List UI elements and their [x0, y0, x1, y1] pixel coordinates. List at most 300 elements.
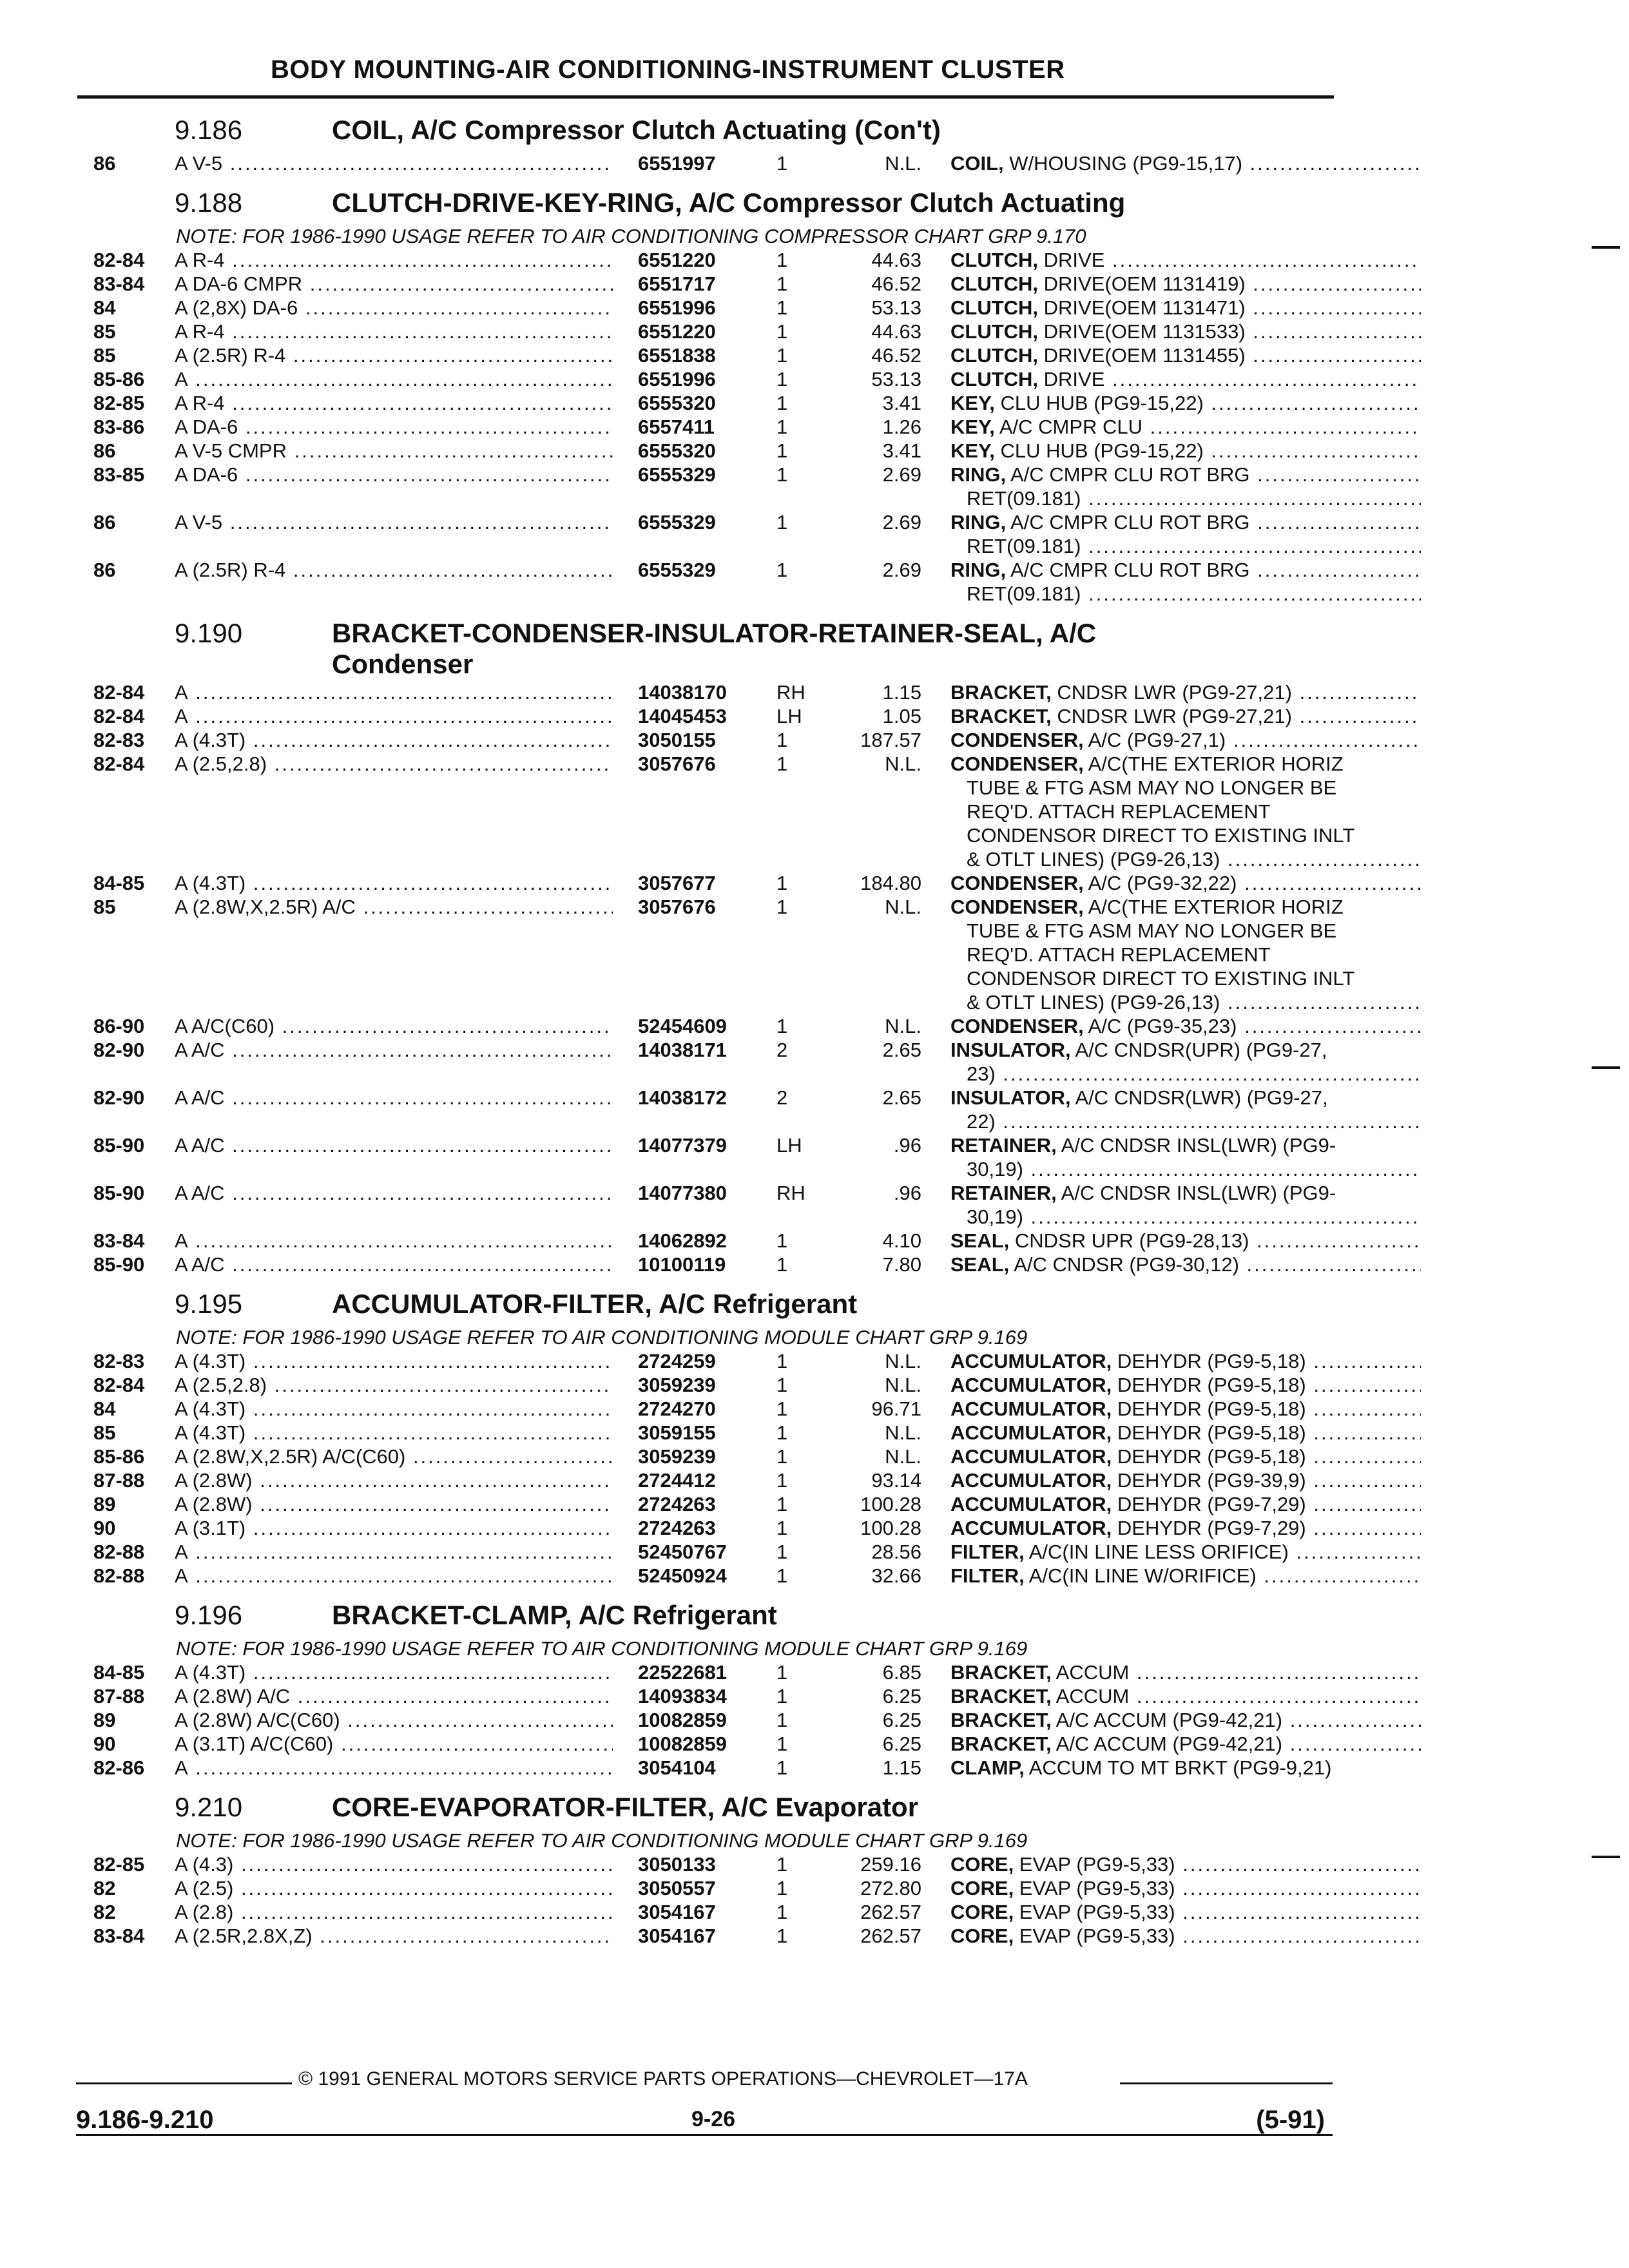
quantity: LH	[776, 705, 802, 727]
section-range: 9.186-9.210	[76, 2106, 214, 2134]
description-text: A/C CNDSR INSL(LWR) (PG9-	[1056, 1134, 1336, 1157]
description	[950, 1445, 1421, 1468]
usage: A (2.8W) .....	[175, 1469, 613, 1492]
section-heading	[93, 1784, 1331, 1829]
quantity: 1	[776, 392, 788, 414]
footer-base-rule	[76, 2134, 1333, 2136]
price: 184.80	[860, 872, 921, 894]
part-row	[93, 249, 1331, 273]
description-continuation-text: CONDENSOR DIRECT TO EXISTING INLT	[967, 824, 1355, 847]
description-continuation	[93, 487, 1331, 511]
model-years: 85-86	[93, 1445, 145, 1468]
model-years: 82-88	[93, 1564, 145, 1587]
usage: A A/C .....	[175, 1086, 613, 1110]
part-row	[93, 344, 1331, 368]
description-text: A/C(THE EXTERIOR HORIZ	[1083, 753, 1344, 775]
part-row	[93, 1756, 1331, 1780]
model-years: 83-86	[93, 416, 145, 438]
part-number: 3054167	[638, 1901, 716, 1923]
section-number: 9.186	[175, 115, 243, 145]
margin-mark	[1592, 1856, 1620, 1858]
description-continuation	[93, 1062, 1331, 1086]
description	[950, 344, 1421, 367]
description-noun: CONDENSER,	[950, 1015, 1084, 1037]
part-number: 6555329	[638, 463, 716, 486]
description	[950, 296, 1421, 320]
model-years: 83-84	[93, 273, 145, 295]
part-row	[93, 439, 1331, 463]
part-row	[93, 681, 1331, 705]
description-text: DEHYDR (PG9-5,18)	[1112, 1374, 1306, 1396]
description-text: CNDSR LWR (PG9-27,21)	[1051, 681, 1292, 704]
quantity: 1	[776, 416, 788, 438]
model-years: 87-88	[93, 1685, 145, 1707]
part-row	[93, 1086, 1331, 1110]
usage: A .....	[175, 1541, 613, 1564]
part-number: 52450924	[638, 1564, 727, 1587]
usage: A (3.1T) A/C(C60) .....	[175, 1733, 613, 1756]
model-years: 82-85	[93, 392, 145, 414]
model-years: 85	[93, 320, 116, 343]
usage: A R-4 .....	[175, 249, 613, 272]
usage: A A/C(C60) .....	[175, 1015, 613, 1038]
quantity: 1	[776, 1853, 788, 1876]
usage: A V-5 .....	[175, 152, 613, 175]
model-years: 82	[93, 1901, 116, 1923]
description	[950, 1756, 1421, 1780]
model-years: 85-90	[93, 1253, 145, 1276]
model-years: 83-84	[93, 1229, 145, 1252]
price: N.L.	[885, 896, 921, 918]
quantity: 1	[776, 1685, 788, 1707]
description-continuation	[93, 943, 1331, 967]
usage: A (4.3) .....	[175, 1853, 613, 1876]
usage: A A/C .....	[175, 1134, 613, 1157]
usage: A (2.8W) .....	[175, 1493, 613, 1516]
part-row	[93, 1182, 1336, 1206]
description-noun: ACCUMULATOR,	[950, 1398, 1112, 1420]
usage: A .....	[175, 681, 613, 704]
part-number: 14045453	[638, 705, 727, 727]
description-continuation-text: REQ'D. ATTACH REPLACEMENT	[967, 943, 1271, 966]
description-continuation	[93, 848, 1331, 872]
description-noun: INSULATOR,	[950, 1039, 1071, 1061]
description-noun: INSULATOR,	[950, 1086, 1071, 1109]
description	[950, 1421, 1421, 1445]
description-continuation	[93, 582, 1331, 606]
description	[950, 1925, 1421, 1948]
part-number: 3050133	[638, 1853, 716, 1876]
model-years: 82-84	[93, 1374, 145, 1396]
part-row	[93, 1039, 1331, 1062]
usage: A R-4 .....	[175, 392, 613, 415]
part-number: 6551838	[638, 344, 716, 367]
header-rule	[77, 95, 1334, 99]
description-noun: BRACKET,	[950, 1733, 1052, 1755]
description-continuation	[93, 1158, 1331, 1182]
part-number: 3054104	[638, 1756, 716, 1779]
usage: A A/C .....	[175, 1253, 613, 1276]
description	[950, 1685, 1421, 1708]
part-row	[93, 1253, 1331, 1277]
quantity: 1	[776, 368, 788, 390]
price: 44.63	[871, 320, 921, 343]
model-years: 82-83	[93, 1350, 145, 1372]
section-note: NOTE: FOR 1986-1990 USAGE REFER TO AIR CONDITIONING MODULE CHART GRP 9.169	[176, 1326, 1028, 1349]
part-number: 6551717	[638, 273, 716, 295]
section-heading	[93, 1281, 1331, 1326]
part-number: 3057676	[638, 753, 716, 775]
description-continuation-text: RET(09.181) .....	[967, 535, 1421, 558]
description-noun: CLUTCH,	[950, 320, 1039, 343]
description	[950, 1350, 1421, 1373]
price: 46.52	[871, 344, 921, 367]
model-years: 86	[93, 511, 116, 533]
usage: A (4.3T) .....	[175, 1661, 613, 1684]
part-number: 3057676	[638, 896, 716, 918]
usage: A .....	[175, 705, 613, 728]
description	[950, 152, 1421, 175]
part-row	[93, 1445, 1331, 1469]
description-noun: SEAL,	[950, 1253, 1010, 1276]
description	[950, 1469, 1421, 1492]
description-text: EVAP (PG9-5,33)	[1014, 1925, 1175, 1947]
description-noun: CLUTCH,	[950, 344, 1039, 367]
description-continuation	[93, 967, 1355, 991]
section-note: NOTE: FOR 1986-1990 USAGE REFER TO AIR CONDITIONING MODULE CHART GRP 9.169	[176, 1637, 1028, 1660]
part-number: 2724263	[638, 1493, 716, 1515]
model-years: 82-88	[93, 1541, 145, 1563]
description	[950, 896, 1421, 919]
part-number: 3057677	[638, 872, 716, 894]
usage: A .....	[175, 1564, 613, 1588]
model-years: 86	[93, 559, 116, 581]
description-text: ACCUM	[1051, 1685, 1130, 1707]
description-text: DRIVE	[1038, 368, 1105, 390]
description-noun: SEAL,	[950, 1229, 1010, 1252]
description-noun: CLUTCH,	[950, 249, 1039, 271]
price: .96	[893, 1134, 921, 1157]
price: 4.10	[882, 1229, 921, 1252]
description-text: A/C CNDSR INSL(LWR) (PG9-	[1056, 1182, 1336, 1204]
part-number: 3059239	[638, 1445, 716, 1468]
quantity: RH	[776, 681, 805, 704]
description-noun: RING,	[950, 511, 1007, 533]
description-continuation-text: RET(09.181) .....	[967, 487, 1421, 510]
quantity: 1	[776, 1733, 788, 1755]
description-text: A/C(IN LINE W/ORIFICE)	[1024, 1564, 1257, 1587]
description	[950, 1086, 1421, 1110]
usage: A (3.1T) .....	[175, 1517, 613, 1540]
price: 1.26	[882, 416, 921, 438]
description	[950, 1853, 1421, 1876]
quantity: 2	[776, 1086, 788, 1109]
description	[950, 1661, 1421, 1684]
description-text: A/C ACCUM (PG9-42,21)	[1051, 1733, 1283, 1755]
part-number: 14093834	[638, 1685, 727, 1707]
quantity: 1	[776, 273, 788, 295]
section-heading	[93, 1592, 1331, 1637]
model-years: 85-90	[93, 1134, 145, 1157]
description-continuation-text: & OTLT LINES) (PG9-26,13) .....	[967, 848, 1421, 871]
description	[950, 681, 1421, 704]
description-text: A/C CNDSR(LWR) (PG9-27,	[1070, 1086, 1328, 1109]
part-row	[93, 1374, 1331, 1398]
part-number: 6555320	[638, 439, 716, 462]
section-heading	[93, 107, 1331, 152]
section-number: 9.188	[175, 187, 243, 218]
parts-catalog-body	[93, 103, 1355, 1948]
part-number: 6551996	[638, 368, 716, 390]
quantity: 1	[776, 320, 788, 343]
quantity: 1	[776, 463, 788, 486]
description	[950, 872, 1421, 895]
description-noun: BRACKET,	[950, 681, 1052, 704]
part-row	[93, 296, 1331, 320]
price: .96	[893, 1182, 921, 1204]
price: 3.41	[882, 439, 921, 462]
description-text: W/HOUSING (PG9-15,17)	[1003, 152, 1243, 175]
page-number: 9-26	[691, 2107, 736, 2131]
model-years: 85	[93, 1421, 116, 1444]
price: N.L.	[885, 1350, 921, 1372]
description	[950, 705, 1421, 728]
description	[950, 1039, 1421, 1062]
quantity: 1	[776, 729, 788, 751]
part-number: 52454609	[638, 1015, 727, 1037]
description-text: DEHYDR (PG9-5,18)	[1112, 1421, 1306, 1444]
description-noun: CLUTCH,	[950, 368, 1039, 390]
part-number: 14038172	[638, 1086, 727, 1109]
description-noun: CLUTCH,	[950, 296, 1039, 319]
description-noun: CLAMP,	[950, 1756, 1025, 1779]
section-number: 9.196	[175, 1600, 243, 1630]
usage: A DA-6 .....	[175, 416, 613, 439]
description-text: A/C ACCUM (PG9-42,21)	[1051, 1709, 1283, 1731]
description-noun: KEY,	[950, 392, 995, 414]
description-text: A/C CMPR CLU	[994, 416, 1143, 438]
description-noun: BRACKET,	[950, 1709, 1052, 1731]
quantity: 1	[776, 1398, 788, 1420]
quantity: 1	[776, 1901, 788, 1923]
usage: A R-4 .....	[175, 320, 613, 343]
model-years: 85	[93, 344, 116, 367]
description-noun: BRACKET,	[950, 705, 1052, 727]
quantity: 1	[776, 1541, 788, 1563]
model-years: 84-85	[93, 872, 145, 894]
description-continuation-text: TUBE & FTG ASM MAY NO LONGER BE	[967, 776, 1337, 799]
description-noun: RING,	[950, 463, 1007, 486]
description	[950, 1015, 1421, 1038]
footer-rule-left	[76, 2082, 292, 2084]
usage: A (2.8W,X,2.5R) A/C(C60) .....	[175, 1445, 613, 1468]
usage: A V-5 .....	[175, 511, 613, 534]
description-continuation-text: 30,19) .....	[967, 1158, 1421, 1181]
price: 2.65	[882, 1086, 921, 1109]
quantity: RH	[776, 1182, 805, 1204]
model-years: 82-84	[93, 753, 145, 775]
description	[950, 1374, 1421, 1397]
part-number: 6557411	[638, 416, 715, 438]
price: 259.16	[860, 1853, 921, 1876]
part-row	[93, 753, 1344, 776]
description-text: A/C CNDSR(UPR) (PG9-27,	[1070, 1039, 1327, 1061]
description-text: DEHYDR (PG9-7,29)	[1112, 1493, 1306, 1515]
section-note: NOTE: FOR 1986-1990 USAGE REFER TO AIR CONDITIONING COMPRESSOR CHART GRP 9.170	[176, 225, 1086, 247]
quantity: 1	[776, 753, 788, 775]
price: 1.15	[882, 681, 921, 704]
quantity: 1	[776, 152, 788, 175]
part-row	[93, 1685, 1331, 1709]
quantity: 1	[776, 1877, 788, 1899]
usage: A (4.3T) .....	[175, 1350, 613, 1373]
description-noun: ACCUMULATOR,	[950, 1421, 1112, 1444]
description	[950, 368, 1421, 391]
description-text: DRIVE(OEM 1131419)	[1038, 273, 1246, 295]
description	[950, 1182, 1421, 1205]
description	[950, 559, 1421, 582]
part-number: 14077380	[638, 1182, 727, 1204]
description-text: CNDSR UPR (PG9-28,13)	[1009, 1229, 1249, 1252]
quantity: 1	[776, 296, 788, 319]
price: 96.71	[871, 1398, 921, 1420]
description	[950, 1493, 1421, 1516]
description	[950, 511, 1421, 534]
part-number: 2724412	[638, 1469, 716, 1492]
part-number: 6551996	[638, 296, 716, 319]
description-text: A/C (PG9-35,23)	[1083, 1015, 1237, 1037]
quantity: 1	[776, 344, 788, 367]
quantity: 1	[776, 1421, 788, 1444]
part-number: 6551997	[638, 152, 716, 175]
model-years: 83-85	[93, 463, 145, 486]
description-text: A/C CMPR CLU ROT BRG	[1006, 559, 1250, 581]
quantity: 1	[776, 896, 788, 918]
quantity: 1	[776, 1253, 788, 1276]
usage: A (2.8W) A/C .....	[175, 1685, 613, 1708]
section-number: 9.195	[175, 1289, 243, 1319]
price: 32.66	[871, 1564, 921, 1587]
description-text: A/C (PG9-32,22)	[1083, 872, 1237, 894]
part-row	[93, 896, 1344, 919]
quantity: 1	[776, 1015, 788, 1037]
description	[950, 439, 1421, 463]
description	[950, 463, 1421, 486]
description-continuation	[93, 800, 1331, 824]
description-continuation	[93, 919, 1337, 943]
description	[950, 1134, 1421, 1157]
description-noun: ACCUMULATOR,	[950, 1445, 1112, 1468]
part-row	[93, 1493, 1331, 1517]
description	[950, 1398, 1421, 1421]
description-text: DRIVE(OEM 1131471)	[1038, 296, 1246, 319]
price: 2.69	[882, 559, 921, 581]
section-title: COIL, A/C Compressor Clutch Actuating (Con't)	[332, 115, 941, 145]
quantity: 1	[776, 872, 788, 894]
part-row	[93, 368, 1331, 392]
price: 262.57	[860, 1901, 921, 1923]
usage: A (2.8W) A/C(C60) .....	[175, 1709, 613, 1732]
description-noun: ACCUMULATOR,	[950, 1517, 1112, 1539]
price: 28.56	[871, 1541, 921, 1563]
description-continuation-text: & OTLT LINES) (PG9-26,13) .....	[967, 991, 1421, 1014]
price: 7.80	[882, 1253, 921, 1276]
section-title: CLUTCH-DRIVE-KEY-RING, A/C Compressor Clutch Actuating	[332, 187, 1126, 218]
model-years: 90	[93, 1733, 116, 1755]
description-noun: BRACKET,	[950, 1685, 1052, 1707]
description-noun: FILTER,	[950, 1541, 1025, 1563]
page-title: BODY MOUNTING-AIR CONDITIONING-INSTRUMENT CLUSTER	[271, 55, 1065, 84]
description-text: A/C (PG9-27,1)	[1083, 729, 1226, 751]
description-text: DEHYDR (PG9-5,18)	[1112, 1398, 1306, 1420]
part-row	[93, 1661, 1331, 1685]
part-number: 14077379	[638, 1134, 727, 1157]
description-continuation	[93, 1110, 1331, 1134]
price: 93.14	[871, 1469, 921, 1492]
part-number: 52450767	[638, 1541, 727, 1563]
margin-mark	[1592, 246, 1620, 249]
part-number: 6551220	[638, 249, 716, 271]
quantity: 1	[776, 511, 788, 533]
quantity: 1	[776, 1229, 788, 1252]
description-noun: CORE,	[950, 1877, 1014, 1899]
description-text: CLU HUB (PG9-15,22)	[994, 392, 1204, 414]
part-number: 3054167	[638, 1925, 716, 1947]
price: 3.41	[882, 392, 921, 414]
description-text: EVAP (PG9-5,33)	[1014, 1901, 1175, 1923]
description	[950, 1733, 1421, 1756]
part-number: 22522681	[638, 1661, 727, 1684]
description-text: ACCUM TO MT BRKT (PG9-9,21)	[1024, 1756, 1332, 1779]
quantity: 1	[776, 1564, 788, 1587]
part-row	[93, 1564, 1331, 1588]
description-noun: ACCUMULATOR,	[950, 1374, 1112, 1396]
part-row	[93, 463, 1331, 487]
price: 1.15	[882, 1756, 921, 1779]
usage: A (2.5,2.8) .....	[175, 753, 613, 776]
description-text: DRIVE	[1038, 249, 1105, 271]
part-row	[93, 1134, 1336, 1158]
model-years: 82-86	[93, 1756, 145, 1779]
usage: A (2.5R,2.8X,Z) .....	[175, 1925, 613, 1948]
description-continuation-text: CONDENSOR DIRECT TO EXISTING INLT	[967, 967, 1355, 990]
quantity: 1	[776, 249, 788, 271]
description	[950, 1253, 1421, 1276]
description-continuation	[93, 824, 1355, 848]
model-years: 90	[93, 1517, 116, 1539]
part-row	[93, 152, 1331, 176]
usage: A (4.3T) .....	[175, 872, 613, 895]
part-number: 10100119	[638, 1253, 726, 1276]
description-text: A/C(THE EXTERIOR HORIZ	[1083, 896, 1344, 918]
description-text: ACCUM	[1051, 1661, 1130, 1684]
usage: A DA-6 .....	[175, 463, 613, 486]
description	[950, 249, 1421, 272]
description	[950, 729, 1421, 752]
description-noun: BRACKET,	[950, 1661, 1052, 1684]
description-text: EVAP (PG9-5,33)	[1014, 1877, 1175, 1899]
part-row	[93, 1469, 1331, 1493]
usage: A (2.5R) R-4 .....	[175, 559, 613, 582]
part-number: 6551220	[638, 320, 716, 343]
section-title: ACCUMULATOR-FILTER, A/C Refrigerant	[332, 1289, 858, 1319]
description-noun: ACCUMULATOR,	[950, 1350, 1112, 1372]
part-row	[93, 1901, 1331, 1925]
part-row	[93, 1709, 1331, 1733]
section-number: 9.210	[175, 1792, 243, 1822]
part-row	[93, 1398, 1331, 1421]
description	[950, 1709, 1421, 1732]
